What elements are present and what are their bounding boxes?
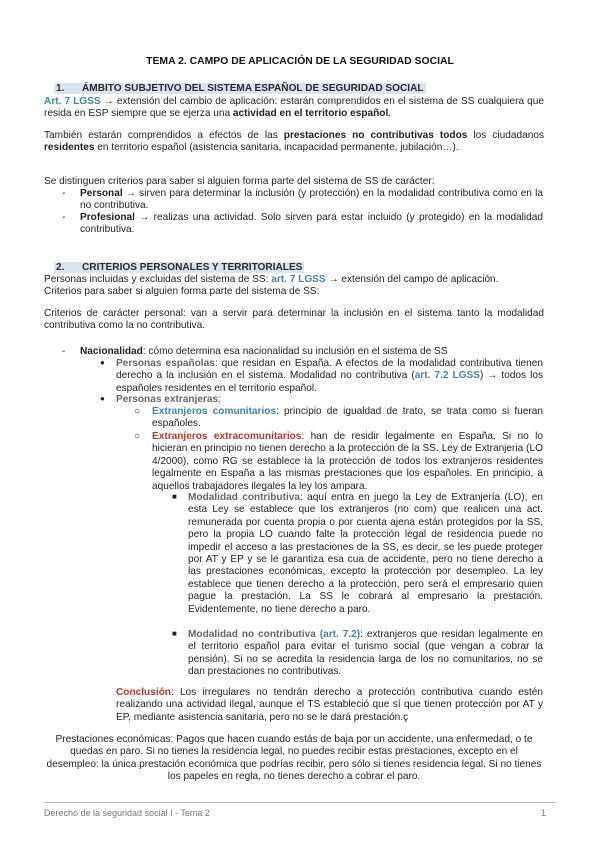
section-number: 2. bbox=[56, 262, 65, 273]
list-item: Extranjeros extracomunitarios: han de residir legalmente en España. Si no lo hicieran en principio no tienen derecho a la protección de la SS. Ley de Extranjeria (LO 4/2000), como RG se establece la la protección de todos los extranjeros residentes legalmente en España a las mismas prestaciones que los españoles. En principio, a aquellos trabajadores ilegales la ley los ampara. bbox=[152, 431, 543, 492]
list-item: Personal → sirven para determinar la inclusión (y protección) en la modalidad contributiva como en la no contributiva. bbox=[80, 188, 543, 212]
paragraph: También estarán comprendidos a efectos de las prestaciones no contributivas todos los ciudadanos residentes en territorio español (asistencia sanitaria, incapacidad permanente, jubilación…). bbox=[44, 130, 544, 154]
law-reference: art. 7 LGSS bbox=[271, 274, 326, 285]
paragraph: Criterios de carácter personal: van a servir para determinar la inclusión en el sistema tanto la modalidad contributiva como la no contributiva. bbox=[44, 308, 544, 332]
section-2-heading bbox=[54, 262, 304, 273]
page-footer bbox=[44, 802, 556, 818]
list-item: Personas extranjeras: bbox=[116, 394, 221, 405]
list-item: Personas españolas: que residan en España. A efectos de la modalidad contributiva tienen derecho a la inclusión en el sistema. Modalidad no contributiva (art. 7.2 LGSS) → todos los españoles residentes en el territorio español. bbox=[116, 358, 543, 394]
circle-bullet: ○ bbox=[134, 431, 141, 442]
law-reference: (art. 7.2) bbox=[319, 629, 361, 640]
paragraph: Personas incluidas y excluidas del sistema de SS: art. 7 LGSS → extensión del campo de aplicación. Criterios para saber si alguien forma parte del sistema de SS: bbox=[44, 274, 499, 298]
paragraph: Se distinguen criterios para saber si alguien forma parte del sistema de SS de carácter: bbox=[44, 176, 435, 187]
section-number: 1. bbox=[56, 83, 65, 94]
document-title: TEMA 2. CAMPO DE APLICACIÓN DE LA SEGURIDAD SOCIAL bbox=[146, 56, 454, 67]
dash-bullet: - bbox=[62, 212, 66, 223]
list-item: Nacionalidad: cómo determina esa nacionalidad su inclusión en el sistema de SS bbox=[80, 346, 448, 357]
list-item: Profesional → realizas una actividad. Solo sirven para estar incluido (y protegido) en la modalidad contributiva. bbox=[80, 212, 543, 236]
circle-bullet: ○ bbox=[134, 406, 141, 417]
square-bullet: ■ bbox=[172, 492, 177, 501]
footer-label: Derecho de la seguridad social I - Tema 2 bbox=[44, 808, 210, 818]
paragraph: Prestaciones económicas: Pagos que hacen cuando estás de baja por un accidente, una enfermedad, o te quedas en paro. Si no tienes la residencia legal, no puedes recibir estas prestaciones, excepto en el desempleo: la única prestación económica que podrías recibir, pero sólo si tienes residencia legal. Si no tienes los papeles en regla, no tienes derecho a cobrar el paro. bbox=[46, 734, 542, 783]
dash-bullet: - bbox=[62, 188, 66, 199]
disc-bullet: ● bbox=[100, 394, 105, 403]
conclusion-paragraph: Conclusión: Los irregulares no tendrán derecho a protección contributiva cuando estén realizando una actividad ilegal, aunque el TS estableció que sí que tienen protección por AT y EP, mediante asistencia sanitaria, pero no se le dará prestación.ç bbox=[116, 687, 543, 723]
list-item: Modalidad contributiva: aquí entra en juego la Ley de Extranjería (LO), en esta Ley se establece que los extranjeros (no com) que realicen una act. remunerada por cuenta propia o por cuenta ajena están protegidos por la SS, pero la propia LO cuando falte la protección legal de residencia puede no impedir el acceso a las prestaciones de la SS, es decir, se les puede proteger por AT y EP y se le garantiza esa cua de accidente, pero no tiene derecho a las prestaciones económicas, excepto la protección por desempleo. La ley establece que tienen derecho a la protección, pero será el empresario quien pague la prestación. La SS le cobrará al empresario la prestación. Evidentemente, no tiene derecho a paro. bbox=[188, 492, 543, 615]
disc-bullet: ● bbox=[100, 358, 105, 367]
law-reference: art. 7.2 LGSS bbox=[414, 370, 480, 382]
dash-bullet: - bbox=[62, 346, 66, 357]
section-title: ÁMBITO SUBJETIVO DEL SISTEMA ESPAÑOL DE SEGURIDAD SOCIAL bbox=[82, 83, 424, 94]
page-number: 1 bbox=[540, 808, 546, 818]
list-item: Modalidad no contributiva (art. 7.2): extranjeros que residan legalmente en el territorio español para evitar el turismo social (que vengan a cobrar la pensión). Si no se acredita la residencia larga de los no comunitarios, no se dan prestaciones no contributivas. bbox=[188, 629, 543, 678]
section-1-heading bbox=[54, 83, 426, 94]
list-item: Extranjeros comunitarios: principio de igualdad de trato, se trata como si fueran españoles. bbox=[152, 406, 543, 430]
paragraph: Art. 7 LGSS → extensión del cambio de aplicación: estarán comprendidos en el sistema de SS cualquiera que resida en ESP siempre que se ejerza una actividad en el territorio español. bbox=[44, 96, 544, 120]
section-title: CRITERIOS PERSONALES Y TERRITORIALES bbox=[82, 262, 303, 273]
law-reference: Art. 7 LGSS bbox=[44, 96, 101, 107]
square-bullet: ■ bbox=[172, 629, 177, 638]
